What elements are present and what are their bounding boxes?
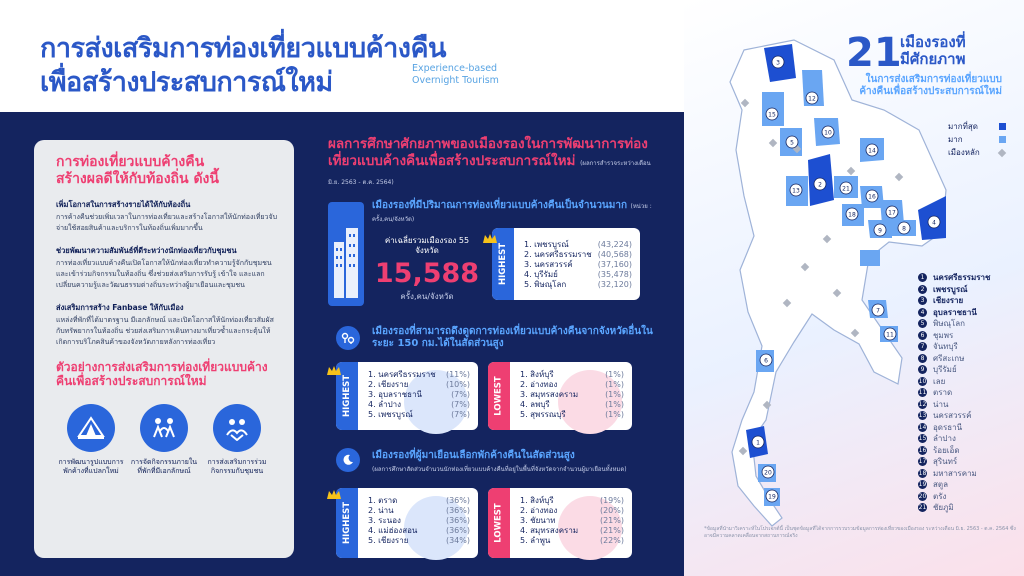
ranking-name: 5. สุพรรณบุรี [520,410,566,419]
province-item [918,341,990,353]
map-marker-label: 11 [886,331,894,339]
map-marker-label: 1 [756,439,760,447]
section1-header [372,200,668,226]
province-item [918,318,990,330]
map-marker-label: 19 [768,493,776,501]
ranking-value: (35,478) [597,270,632,279]
crown-icon [326,486,342,505]
ranking-value: (7%) [451,400,470,409]
location-icon [336,326,360,350]
province-item [918,433,990,445]
map-marker-label: 13 [792,187,800,195]
province-name: เชียงราย [933,296,964,305]
ranking-item [368,400,470,410]
section1-highest-card [492,228,640,300]
ranking-value: (11%) [445,370,470,379]
ranking-item [520,410,624,420]
ranking-item [520,506,624,516]
legend-label: มาก [948,135,963,144]
province-number: 12 [918,400,927,408]
section1-note: (หน่วย : ครั้ง,คน/จังหวัด) [372,203,652,223]
ranking-name: 2. อ่างทอง [520,506,558,515]
benefit-title: ส่งเสริมการสร้าง Fanbase ให้กับเมือง [56,303,184,312]
province-number: 20 [918,492,927,500]
ranking-item [520,516,624,526]
ranking-name: 4. บุรีรัมย์ [524,270,558,279]
province-number: 3 [918,296,927,305]
ranking-value: (37,160) [597,260,632,269]
ranking-name: 5. ลำพูน [520,536,551,545]
ranking-item [520,390,624,400]
examples-row [56,404,278,476]
province-number: 8 [918,354,927,363]
province-name: อุดรธานี [933,422,963,432]
province-name: พิษณุโลก [933,319,966,328]
province-name: ลำปาง [933,434,956,443]
ranking-value: (34%) [445,536,470,545]
ranking-name: 4. ลพบุรี [520,400,550,409]
ranking-name: 1. เพชรบูรณ์ [524,240,569,249]
highest-badge-text: HIGHEST [342,501,352,545]
province-number: 18 [918,469,927,477]
benefit-body: การท่องเที่ยวแบบค้างคืนเปิดโอกาสให้นักท่องเที่ยวทำความรู้จักกับชุมชนและเข้าร่วมกิจกรรมในท้องถิ่น ซึ่งช่วยส่งเสริมการรับรู้ เข้าใจ และแลกเปลี่ยนความรู้และวัฒนธรรมต่างถิ่นระหว่างผู้มาเยือนและชุมชน [56,259,272,289]
activity-icon [140,404,188,452]
ranking-name: 5. เพชรบูรณ์ [368,410,413,419]
map-marker-label: 5 [790,139,794,147]
map-marker-label: 21 [842,185,850,193]
legend-diamond-icon [998,148,1006,156]
ranking-value: (36%) [445,496,470,505]
page-title-line2: เพื่อสร้างประสบการณ์ใหม่ [40,67,333,98]
benefit-body: การค้างคืนช่วยเพิ่มเวลาในการท่องเที่ยวและสร้างโอกาสให้นักท่องเที่ยวจับจ่ายใช้สอยสินค้าและบริการในท้องถิ่นเพิ่มมากขึ้น [56,213,278,232]
legend-label: เมืองหลัก [948,148,980,157]
map-marker-label: 3 [776,59,780,67]
moon-cloud-icon [336,448,360,472]
province-name: เพชรบูรณ์ [933,284,968,294]
ranking-value: (21%) [599,526,624,535]
lowest-badge-text: LOWEST [494,376,505,416]
province-name: บุรีรัมย์ [933,365,957,374]
lowest-badge-text: LOWEST [494,503,505,543]
map-marker-label: 12 [808,95,816,103]
english-subtitle [412,63,499,87]
province-name: ศรีสะเกษ [933,353,965,363]
province-item [918,410,990,422]
map-legend [948,120,1006,159]
map-subtitle [810,74,1002,98]
ranking-value: (1%) [605,390,624,399]
tent-icon [67,404,115,452]
ranking-list [368,496,470,546]
page-title-line1: การส่งเสริมการท่องเที่ยวแบบค้างคืน [40,33,447,64]
province-number: 2 [918,285,927,294]
province-item [918,330,990,342]
ranking-value: (1%) [605,370,624,379]
example-item [56,404,126,476]
study-title [328,136,658,191]
footnote: *ข้อมูลที่นำมาวิเคราะห์ในโปรเจกต์นี้ เป็นชุดข้อมูลที่ได้จากการรวบรวมข้อมูลการท่องเที่ยวของเมืองรอง ระหว่างเดือน มิ.ย. 2563 - ต.ค. 2564 ซึ่งอาจมีความคลาดเคลื่อนจากสถานการณ์จริง [704,526,1016,539]
section3-note: (ผลการศึกษาสัดส่วนจำนวนนักท่องเที่ยวแบบค้างคืนที่อยู่ในพื้นที่จังหวัดจากจำนวนผู้มาเยือนทั้งหมด) [372,466,627,473]
province-number: 15 [918,435,927,442]
potential-count: 21 [846,30,902,76]
province-item [918,284,990,296]
section3-header [372,450,672,476]
lowest-badge [488,362,510,430]
province-name: เลย [933,376,946,386]
map-marker-label: 18 [848,211,856,219]
ranking-value: (1%) [605,400,624,409]
benefits-panel [34,140,294,558]
map-marker-label: 20 [764,469,772,477]
province-number: 9 [918,365,927,374]
ranking-item [368,536,470,546]
province-number: 6 [918,331,927,340]
section3-highest-card [336,488,478,558]
map-marker-label: 6 [764,357,768,365]
ranking-item [368,516,470,526]
province-number: 4 [918,308,927,317]
ranking-value: (7%) [451,390,470,399]
province-name: ร้อยเอ็ด [933,445,960,455]
ranking-value: (36%) [445,516,470,525]
ranking-item [368,410,470,420]
ranking-value: (36%) [445,526,470,535]
map-marker-label: 15 [768,111,776,119]
map-marker-label: 7 [876,307,880,315]
province-name: น่าน [933,399,949,409]
ranking-item [368,380,470,390]
province-name: ชัยภูมิ [933,503,954,512]
ranking-name: 4. แม่ฮ่องสอน [368,526,418,535]
ranking-name: 4. ลำปาง [368,400,402,409]
ranking-name: 1. ตราด [368,496,398,505]
ranking-item [520,496,624,506]
ranking-name: 1. สิงห์บุรี [520,370,554,379]
map-marker-label: 4 [932,219,936,227]
study-title-text: ผลการศึกษาศักยภาพของเมืองรองในการพัฒนาการท่องเที่ยวแบบค้างคืนเพื่อสร้างประสบการณ์ใหม่ [328,136,648,169]
benefit-title: เพิ่มโอกาสในการสร้างรายได้ให้กับท้องถิ่น [56,200,191,209]
ranking-item [520,370,624,380]
ranking-item [368,496,470,506]
province-item [918,307,990,319]
example-label: การจัดกิจกรรมภายในที่พักที่มีเอกลักษณ์ [130,458,198,475]
english-subtitle-line1: Experience-based [412,63,498,74]
ranking-item [524,260,632,270]
example-item [129,404,199,476]
map-marker-label: 17 [888,209,896,217]
average-label: ค่าเฉลี่ยรวมเมืองรอง 55 จังหวัด [384,236,470,255]
province-number: 10 [918,377,927,385]
ranking-name: 3. อุบลราชธานี [368,390,423,399]
province-name: มหาสารคาม [933,468,977,478]
english-subtitle-line2: Overnight Tourism [412,75,499,86]
ranking-item [520,526,624,536]
ranking-list [520,496,624,546]
map-marker-label: 14 [868,147,876,155]
ranking-item [524,250,632,260]
province-name: ตราด [933,388,953,397]
ranking-name: 2. นครศรีธรรมราช [524,250,592,259]
lowest-badge [488,488,510,558]
ranking-value: (40,568) [597,250,632,259]
highest-badge-text: HIGHEST [498,242,508,286]
province-number: 16 [918,446,927,454]
province-item [918,353,990,365]
benefit-body: แหล่งที่พักที่ได้มาตรฐาน มีเอกลักษณ์ และเปิดโอกาสให้นักท่องเที่ยวสัมผัสกับทรัพยากรในท้องถิ่น ช่วยส่งเสริมการเดินทางมาเที่ยวซ้ำและกระตุ้นให้เกิดการบริโภคสินค้าของจังหวัดภายหลังการท่องเที่ยว [56,316,274,346]
map-title [900,34,966,68]
province-item [918,468,990,480]
legend-swatch [999,136,1006,143]
province-name: ตรัง [933,491,947,501]
ranking-item [368,390,470,400]
crown-icon [482,230,498,249]
benefits-heading2: สร้างผลดีให้กับท้องถิ่น ดังนี้ [56,171,219,187]
benefit-title: ช่วยพัฒนาความสัมพันธ์ที่ดีระหว่างนักท่องเที่ยวกับชุมชน [56,246,237,255]
province-number: 17 [918,458,927,465]
ranking-item [524,270,632,280]
ranking-name: 4. สมุทรสงคราม [520,526,579,535]
section3-title: เมืองรองที่ผู้มาเยือนเลือกพักค้างคืนในสัดส่วนสูง [372,450,575,461]
province-number: 21 [918,504,927,511]
ranking-name: 3. ชัยนาท [520,516,556,525]
ranking-value: (43,224) [597,240,632,249]
province-item [918,456,990,468]
ranking-name: 3. ระนอง [368,516,401,525]
section2-title: เมืองรองที่สามารถดึงดูดการท่องเที่ยวแบบค้างคืนจากจังหวัดอื่นในระยะ 150 กม.ได้ในสัดส่วนสูง [372,326,653,349]
ranking-name: 3. นครสวรรค์ [524,260,573,269]
ranking-item [524,280,632,290]
province-name: สุรินทร์ [933,457,958,466]
ranking-item [368,506,470,516]
map-title-line1: เมืองรองที่ [900,33,966,51]
map-marker-label: 2 [818,181,822,189]
legend-item [948,133,1006,146]
province-number: 1 [918,273,927,282]
ranking-name: 1. นครศรีธรรมราช [368,370,436,379]
building-icon [328,202,364,306]
map-marker-label: 16 [868,193,876,201]
province-number: 19 [918,481,927,488]
province-item [918,387,990,399]
ranking-item [368,370,470,380]
ranking-item [520,536,624,546]
province-number: 11 [918,389,927,396]
ranking-item [368,526,470,536]
province-name: จันทบุรี [933,342,958,351]
province-item [918,502,990,514]
province-item [918,272,990,284]
average-stat [372,236,482,303]
legend-label: มากที่สุด [948,122,978,131]
average-unit: ครั้ง,คน/จังหวัด [400,292,454,301]
crown-icon [326,362,342,381]
province-name: อุบลราชธานี [933,307,977,317]
section2-highest-card [336,362,478,430]
province-number: 5 [918,319,927,328]
highest-badge-text: HIGHEST [342,374,352,418]
ranking-item [520,380,624,390]
ranking-value: (20%) [599,506,624,515]
province-item [918,364,990,376]
province-item [918,295,990,307]
ranking-name: 5. พิษณุโลก [524,280,567,289]
province-name: สตูล [933,480,948,489]
ranking-name: 2. เชียงราย [368,380,409,389]
map-subtitle-line1: ในการส่งเสริมการท่องเที่ยวแบบ [865,74,1002,85]
province-name: นครศรีธรรมราช [933,273,991,282]
ranking-value: (1%) [605,410,624,419]
province-item [918,399,990,411]
study-title-note: (ผลการสำรวจระหว่างเดือนมิ.ย. 2563 - ต.ค. 2564) [328,160,651,186]
province-item [918,422,990,434]
map-marker-label: 8 [902,225,906,233]
ranking-list [368,370,470,420]
ranking-list [524,240,632,290]
province-number: 14 [918,423,927,431]
ranking-name: 1. สิงห์บุรี [520,496,554,505]
province-number: 7 [918,342,927,351]
ranking-value: (21%) [599,516,624,525]
map-marker-label: 9 [878,227,882,235]
ranking-value: (10%) [445,380,470,389]
ranking-item [520,400,624,410]
province-name: ชุมพร [933,330,954,340]
benefits-heading1: การท่องเที่ยวแบบค้างคืน [56,154,205,170]
ranking-value: (7%) [451,410,470,419]
ranking-value: (19%) [599,496,624,505]
province-item [918,479,990,491]
ranking-name: 5. เชียงราย [368,536,409,545]
section2-lowest-card [488,362,632,430]
ranking-value: (32,120) [597,280,632,289]
ranking-value: (22%) [599,536,624,545]
example-item [202,404,272,476]
ranking-item [524,240,632,250]
section1-title: เมืองรองที่มีปริมาณการท่องเที่ยวแบบค้างคืนเป็นจำนวนมาก [372,200,628,211]
ranking-list [520,370,624,420]
ranking-value: (1%) [605,380,624,389]
province-list [918,272,990,514]
map-title-line2: มีศักยภาพ [900,50,966,68]
legend-item [948,120,1006,133]
province-item [918,445,990,457]
example-label: การส่งเสริมการร่วมกิจกรรมกับชุมชน [207,458,267,475]
map-subtitle-line2: ค้างคืนเพื่อสร้างประสบการณ์ใหม่ [859,86,1002,97]
province-name: นครสวรรค์ [933,411,972,420]
examples-heading: ตัวอย่างการส่งเสริมการท่องเที่ยวแบบค้างคืนเพื่อสร้างประสบการณ์ใหม่ [56,360,268,388]
ranking-name: 3. สมุทรสงคราม [520,390,579,399]
province-item [918,491,990,503]
ranking-name: 2. น่าน [368,506,394,515]
section3-lowest-card [488,488,632,558]
example-label: การพัฒนารูปแบบการพักค้างที่แปลกใหม่ [58,458,124,475]
ranking-name: 2. อ่างทอง [520,380,558,389]
province-number: 13 [918,412,927,419]
legend-swatch [999,123,1006,130]
header [0,0,684,112]
legend-item [948,146,1006,159]
ranking-value: (36%) [445,506,470,515]
average-value: 15,588 [374,258,480,289]
province-item [918,376,990,388]
community-icon [213,404,261,452]
map-marker-label: 10 [824,129,832,137]
